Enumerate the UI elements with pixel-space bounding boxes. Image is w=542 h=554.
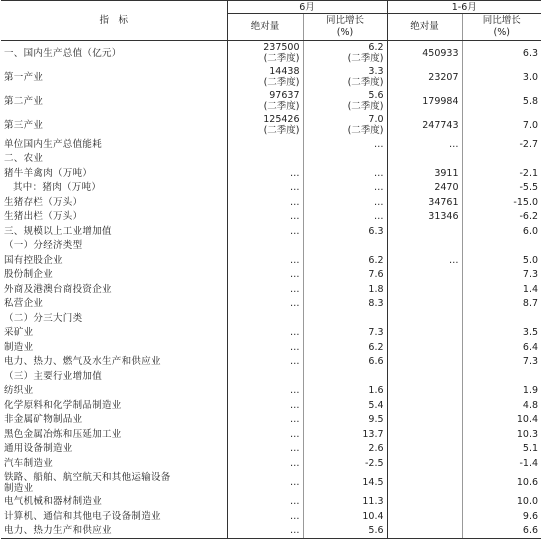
table-row	[1, 41, 541, 66]
h1to6-yoy-cell: 6.3	[462, 41, 541, 66]
statistics-table	[1, 0, 541, 539]
june-absolute-cell	[227, 239, 303, 254]
h1to6-yoy-header: 同比增长 (%)	[462, 14, 541, 41]
june-absolute-cell: …	[227, 384, 303, 399]
table-row	[1, 413, 541, 428]
h1to6-absolute-cell: 450933	[387, 41, 462, 66]
june-absolute-cell: …	[227, 340, 303, 355]
h1to6-absolute-cell	[387, 524, 462, 539]
june-yoy-cell: -2.5	[303, 456, 387, 471]
h1to6-absolute-cell: 34761	[387, 195, 462, 210]
h1to6-yoy-cell: -15.0	[462, 195, 541, 210]
h1to6-absolute-cell: 179984	[387, 89, 462, 113]
june-absolute-cell: …	[227, 181, 303, 196]
june-absolute-cell: …	[227, 456, 303, 471]
table-row	[1, 282, 541, 297]
row-label: 汽车制造业	[4, 457, 54, 469]
table-row	[1, 113, 541, 137]
h1to6-yoy-cell: 6.4	[462, 340, 541, 355]
h1to6-yoy-cell: -2.7	[462, 137, 541, 152]
h1to6-yoy-cell: 5.0	[462, 253, 541, 268]
june-yoy-cell: 7.0 (二季度)	[303, 113, 387, 137]
june-yoy-cell: 8.3	[303, 297, 387, 312]
table-row	[1, 524, 541, 539]
h1to6-yoy-cell: 7.3	[462, 268, 541, 283]
h1to6-yoy-cell: 3.5	[462, 326, 541, 341]
row-label: 猪牛羊禽肉（万吨）	[4, 167, 93, 179]
june-yoy-cell: 6.2 (二季度)	[303, 41, 387, 66]
row-label: （三）主要行业增加值	[4, 370, 103, 382]
h1to6-absolute-cell	[387, 239, 462, 254]
h1to6-yoy-cell	[462, 311, 541, 326]
june-absolute-cell	[227, 369, 303, 384]
row-label: 国有控股企业	[4, 254, 63, 266]
table-row	[1, 369, 541, 384]
june-absolute-cell: …	[227, 195, 303, 210]
june-header: 6月	[227, 1, 387, 14]
h1to6-yoy-cell: 3.0	[462, 65, 541, 89]
june-absolute-cell: …	[227, 268, 303, 283]
june-abs-header: 绝对量	[227, 14, 303, 41]
table-row	[1, 152, 541, 167]
june-absolute-cell: …	[227, 471, 303, 495]
h1to6-absolute-cell	[387, 369, 462, 384]
h1to6-absolute-cell	[387, 311, 462, 326]
h1to6-absolute-cell: 247743	[387, 113, 462, 137]
h1to6-absolute-cell	[387, 282, 462, 297]
h1to6-yoy-cell: 9.6	[462, 509, 541, 524]
june-yoy-cell: 11.3	[303, 495, 387, 510]
h1to6-absolute-cell	[387, 456, 462, 471]
row-label: 采矿业	[4, 327, 34, 339]
june-absolute-cell: …	[227, 326, 303, 341]
row-label: 生猪出栏（万头）	[4, 211, 83, 223]
row-label: 纺织业	[4, 385, 34, 397]
june-absolute-cell: …	[227, 282, 303, 297]
h1to6-absolute-cell: …	[387, 253, 462, 268]
h1to6-yoy-cell: 10.0	[462, 495, 541, 510]
h1to6-yoy-cell	[462, 239, 541, 254]
h1to6-header: 1-6月	[387, 1, 541, 14]
h1to6-absolute-cell	[387, 297, 462, 312]
h1to6-yoy-cell	[462, 152, 541, 167]
june-yoy-cell: 9.5	[303, 413, 387, 428]
row-label: 电气机械和器材制造业	[4, 496, 103, 508]
row-label: 非金属矿物制品业	[4, 414, 83, 426]
h1to6-yoy-cell: 5.1	[462, 442, 541, 457]
row-label: 计算机、通信和其他电子设备制造业	[4, 510, 161, 522]
table-row	[1, 210, 541, 225]
h1to6-absolute-cell: …	[387, 137, 462, 152]
table-row	[1, 442, 541, 457]
june-yoy-cell	[303, 369, 387, 384]
row-label: 其中：猪肉（万吨）	[13, 182, 102, 194]
june-absolute-cell: …	[227, 166, 303, 181]
row-label: 生猪存栏（万头）	[4, 196, 83, 208]
row-label: 三、规模以上工业增加值	[4, 225, 112, 237]
june-absolute-cell: 125426 (二季度)	[227, 113, 303, 137]
june-yoy-cell: 1.8	[303, 282, 387, 297]
table-row	[1, 195, 541, 210]
h1to6-absolute-cell	[387, 152, 462, 167]
june-absolute-cell: …	[227, 210, 303, 225]
june-yoy-cell: …	[303, 195, 387, 210]
h1to6-absolute-cell	[387, 268, 462, 283]
june-absolute-cell	[227, 152, 303, 167]
june-absolute-cell: …	[227, 495, 303, 510]
h1to6-absolute-cell	[387, 471, 462, 495]
h1to6-yoy-cell	[462, 369, 541, 384]
table-row	[1, 509, 541, 524]
h1to6-absolute-cell	[387, 398, 462, 413]
table-row	[1, 326, 541, 341]
table-row	[1, 398, 541, 413]
table-row	[1, 427, 541, 442]
june-yoy-cell	[303, 152, 387, 167]
table-row	[1, 495, 541, 510]
table-row	[1, 355, 541, 370]
june-yoy-cell	[303, 311, 387, 326]
table-row	[1, 340, 541, 355]
h1to6-yoy-cell: -2.1	[462, 166, 541, 181]
june-absolute-cell: …	[227, 355, 303, 370]
table-row	[1, 181, 541, 196]
table-row	[1, 297, 541, 312]
h1to6-absolute-cell	[387, 509, 462, 524]
h1to6-yoy-cell: 10.3	[462, 427, 541, 442]
june-yoy-cell: 2.6	[303, 442, 387, 457]
h1to6-absolute-cell	[387, 355, 462, 370]
row-label: （二）分三大门类	[4, 312, 83, 324]
h1to6-yoy-cell: 1.9	[462, 384, 541, 399]
h1to6-absolute-cell	[387, 442, 462, 457]
june-yoy-cell: 5.4	[303, 398, 387, 413]
h1to6-yoy-cell: -5.5	[462, 181, 541, 196]
table-row	[1, 268, 541, 283]
h1to6-yoy-cell: -6.2	[462, 210, 541, 225]
row-label: 私营企业	[4, 298, 44, 310]
table-row	[1, 166, 541, 181]
table-row	[1, 224, 541, 239]
june-yoy-cell: 7.6	[303, 268, 387, 283]
h1to6-yoy-cell: 7.0	[462, 113, 541, 137]
table-row	[1, 65, 541, 89]
june-absolute-cell: …	[227, 253, 303, 268]
june-yoy-cell: …	[303, 210, 387, 225]
row-label: 铁路、船舶、航空航天和其他运输设备 制造业	[4, 471, 171, 494]
h1to6-yoy-cell: 8.7	[462, 297, 541, 312]
h1to6-yoy-cell: 5.8	[462, 89, 541, 113]
row-label: 第三产业	[4, 119, 44, 131]
table-row	[1, 239, 541, 254]
june-absolute-cell: …	[227, 524, 303, 539]
june-absolute-cell: …	[227, 427, 303, 442]
june-absolute-cell: …	[227, 509, 303, 524]
june-yoy-cell: …	[303, 137, 387, 152]
row-label: 一、国内生产总值（亿元）	[4, 47, 122, 59]
table-row	[1, 456, 541, 471]
h1to6-yoy-cell: 1.4	[462, 282, 541, 297]
table-row	[1, 89, 541, 113]
row-label: 第一产业	[4, 71, 44, 83]
june-absolute-cell: …	[227, 297, 303, 312]
indicator-header: 指 标	[1, 1, 227, 41]
row-label: 化学原料和化学制品制造业	[4, 399, 122, 411]
june-absolute-cell: 97637 (二季度)	[227, 89, 303, 113]
table-row	[1, 137, 541, 152]
june-yoy-cell: 7.3	[303, 326, 387, 341]
table-row	[1, 384, 541, 399]
h1to6-absolute-cell	[387, 224, 462, 239]
june-yoy-header: 同比增长 (%)	[303, 14, 387, 41]
h1to6-absolute-cell: 2470	[387, 181, 462, 196]
june-absolute-cell: …	[227, 413, 303, 428]
row-label: 股份制企业	[4, 269, 54, 281]
june-yoy-cell: 1.6	[303, 384, 387, 399]
h1to6-absolute-cell	[387, 384, 462, 399]
h1to6-absolute-cell	[387, 427, 462, 442]
h1to6-absolute-cell	[387, 326, 462, 341]
h1to6-yoy-cell: 10.4	[462, 413, 541, 428]
h1to6-absolute-cell: 23207	[387, 65, 462, 89]
june-absolute-cell: …	[227, 442, 303, 457]
row-label: 单位国内生产总值能耗	[4, 138, 103, 150]
h1to6-abs-header: 绝对量	[387, 14, 462, 41]
row-label: 通用设备制造业	[4, 443, 73, 455]
june-yoy-cell: 6.3	[303, 224, 387, 239]
june-yoy-cell: 13.7	[303, 427, 387, 442]
h1to6-yoy-cell: -1.4	[462, 456, 541, 471]
june-yoy-cell: 6.2	[303, 340, 387, 355]
june-yoy-cell: 3.3 (二季度)	[303, 65, 387, 89]
h1to6-yoy-cell: 4.8	[462, 398, 541, 413]
h1to6-absolute-cell: 3911	[387, 166, 462, 181]
table-row	[1, 253, 541, 268]
june-yoy-cell: 5.6	[303, 524, 387, 539]
june-absolute-cell: 237500 (二季度)	[227, 41, 303, 66]
table-row	[1, 471, 541, 495]
june-absolute-cell: …	[227, 224, 303, 239]
h1to6-absolute-cell	[387, 340, 462, 355]
june-absolute-cell	[227, 137, 303, 152]
june-absolute-cell: 14438 (二季度)	[227, 65, 303, 89]
h1to6-yoy-cell: 7.3	[462, 355, 541, 370]
june-yoy-cell: 14.5	[303, 471, 387, 495]
row-label: 第二产业	[4, 95, 44, 107]
june-yoy-cell: …	[303, 181, 387, 196]
row-label: 黑色金属冶炼和压延加工业	[4, 428, 122, 440]
h1to6-yoy-cell: 10.6	[462, 471, 541, 495]
h1to6-yoy-cell: 6.0	[462, 224, 541, 239]
june-yoy-cell: 5.6 (二季度)	[303, 89, 387, 113]
june-absolute-cell: …	[227, 398, 303, 413]
h1to6-absolute-cell: 31346	[387, 210, 462, 225]
table-row	[1, 311, 541, 326]
h1to6-yoy-cell: 6.6	[462, 524, 541, 539]
row-label: 制造业	[4, 341, 34, 353]
row-label: 电力、热力生产和供应业	[1, 524, 227, 539]
row-label: 电力、热力、燃气及水生产和供应业	[4, 356, 161, 368]
row-label: 二、农业	[4, 153, 44, 165]
june-yoy-cell: 10.4	[303, 509, 387, 524]
row-label: 外商及港澳台商投资企业	[4, 283, 112, 295]
june-yoy-cell: …	[303, 166, 387, 181]
june-yoy-cell: 6.6	[303, 355, 387, 370]
june-absolute-cell	[227, 311, 303, 326]
h1to6-absolute-cell	[387, 495, 462, 510]
h1to6-absolute-cell	[387, 413, 462, 428]
june-yoy-cell	[303, 239, 387, 254]
june-yoy-cell: 6.2	[303, 253, 387, 268]
row-label: （一）分经济类型	[4, 240, 83, 252]
